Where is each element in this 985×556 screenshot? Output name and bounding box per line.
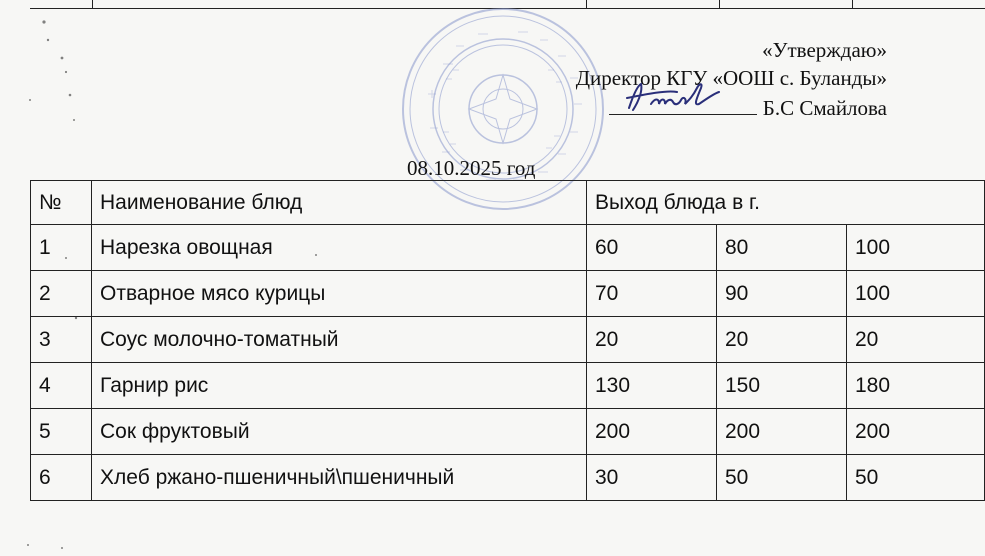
signature-underline [609,94,757,115]
row-number: 4 [31,363,92,409]
dish-name: Соус молочно-томатный [92,317,587,363]
row-number: 1 [31,225,92,271]
portion-2: 90 [717,271,847,317]
menu-table [30,180,985,501]
portion-2: 50 [717,455,847,501]
portion-1: 30 [587,455,717,501]
portion-1: 60 [587,225,717,271]
row-number: 5 [31,409,92,455]
table-row [31,455,985,501]
portion-3: 180 [847,363,985,409]
row-number: 3 [31,317,92,363]
dish-name: Нарезка овощная [92,225,587,271]
table-row [31,225,985,271]
portion-3: 200 [847,409,985,455]
dish-name: Сок фруктовый [92,409,587,455]
table-row [31,363,985,409]
table-header-row [31,181,985,225]
portion-1: 20 [587,317,717,363]
portion-3: 20 [847,317,985,363]
signature-icon [607,78,757,118]
portion-3: 50 [847,455,985,501]
portion-2: 200 [717,409,847,455]
portion-2: 20 [717,317,847,363]
dish-name: Отварное мясо курицы [92,271,587,317]
director-position: Директор КГУ «ООШ с. Буланды» [575,66,887,90]
header-dish-name: Наименование блюд [92,181,587,225]
portion-2: 80 [717,225,847,271]
portion-3: 100 [847,271,985,317]
portion-3: 100 [847,225,985,271]
header-number: № [31,181,92,225]
portion-1: 130 [587,363,717,409]
table-row [31,409,985,455]
dish-name: Гарнир рис [92,363,587,409]
row-number: 6 [31,455,92,501]
approval-title: «Утверждаю» [762,38,887,62]
portion-1: 200 [587,409,717,455]
table-row [31,271,985,317]
menu-date: 08.10.2025 год [407,156,536,180]
director-signature-line [609,94,887,122]
row-number: 2 [31,271,92,317]
director-name: Б.С Смайлова [762,96,887,120]
portion-1: 70 [587,271,717,317]
header-portion-weight: Выход блюда в г. [587,181,985,225]
table-row [31,317,985,363]
dish-name: Хлеб ржано-пшеничный\пшеничный [92,455,587,501]
portion-2: 150 [717,363,847,409]
